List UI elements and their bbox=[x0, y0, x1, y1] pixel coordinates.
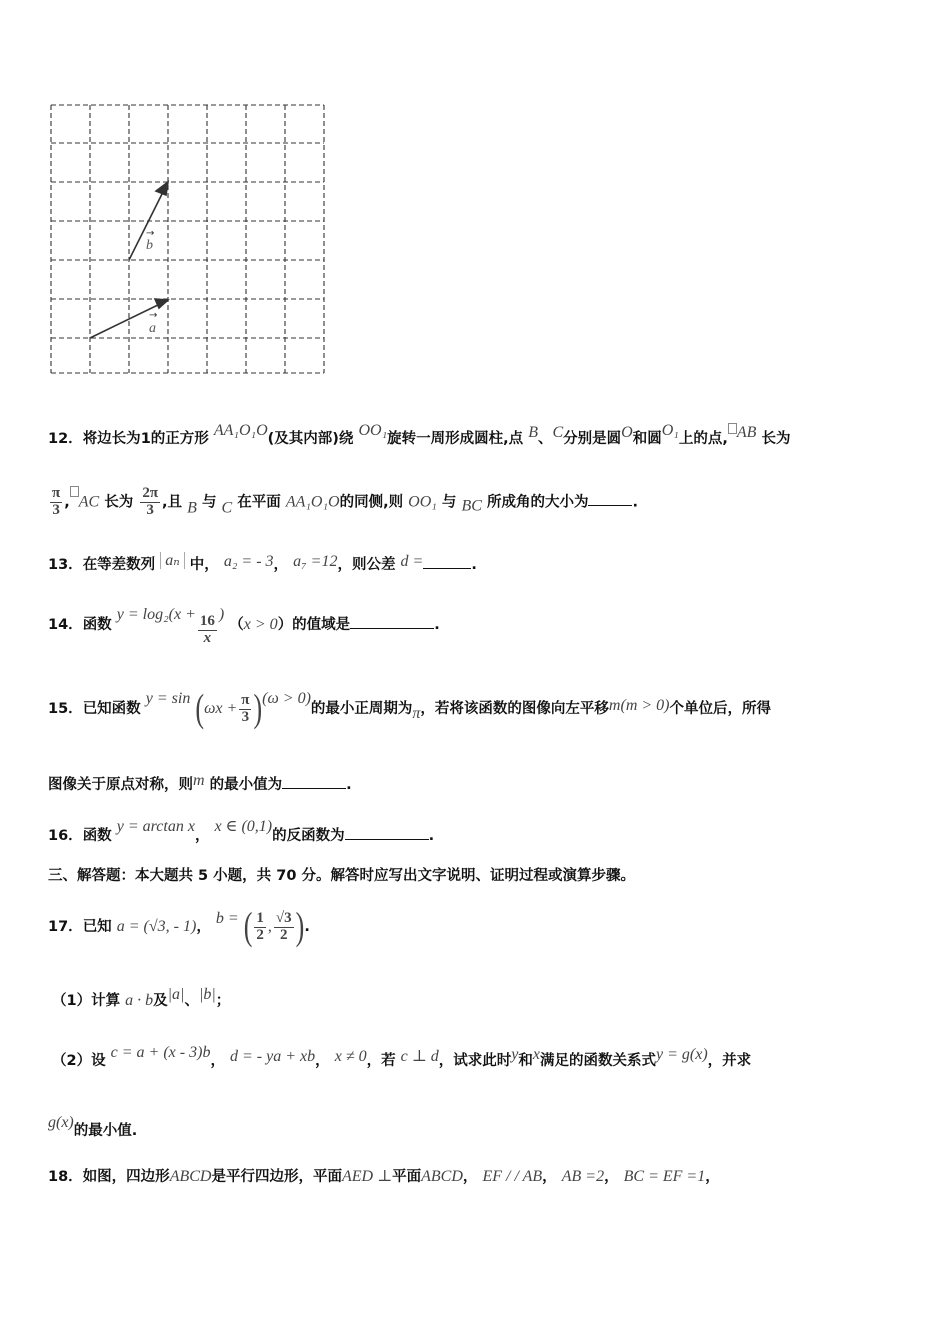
q14-text: 函数 bbox=[82, 617, 112, 633]
q15-text: 的最小正周期为 bbox=[310, 701, 413, 717]
q17-text: 已知 bbox=[82, 919, 112, 935]
section-heading bbox=[48, 866, 635, 886]
q12-number: 12． bbox=[48, 431, 83, 447]
q18-text: 平面 bbox=[392, 1169, 422, 1185]
q12-text: 长为 bbox=[104, 494, 134, 511]
q12-text: 的正方形 bbox=[150, 431, 209, 447]
vec-b-label: b bbox=[146, 238, 153, 253]
answer-blank[interactable] bbox=[282, 776, 346, 789]
q14-text: ）的值域是 bbox=[277, 617, 351, 633]
frac-num: π bbox=[241, 691, 250, 708]
q12-comma: , bbox=[64, 494, 70, 511]
frac-den: 3 bbox=[146, 501, 154, 518]
q18-number: 18． bbox=[48, 1169, 83, 1185]
q14-close: ) bbox=[218, 606, 225, 623]
answer-blank[interactable] bbox=[423, 556, 471, 569]
q18-aed: AED ⊥ bbox=[341, 1168, 393, 1185]
q12-text: 将边长为 bbox=[82, 431, 141, 447]
vec-b-arrow: → bbox=[146, 228, 155, 239]
frac-den: 3 bbox=[241, 708, 250, 725]
q17-func-g: g(x) bbox=[48, 1114, 74, 1131]
q15-text: 的最小值为 bbox=[209, 777, 283, 793]
q17-frac-sqrt3-2 bbox=[274, 911, 294, 944]
q12-oo1: OO₁ bbox=[408, 493, 437, 511]
q15-text: 已知函数 bbox=[82, 701, 141, 717]
q17-p1-sep: 、 bbox=[184, 993, 199, 1009]
q12-text: ,且 bbox=[162, 494, 183, 511]
frac-num: 2π bbox=[142, 485, 159, 501]
q17-sep: ， bbox=[210, 1053, 225, 1069]
q17-p1-expr: a · b bbox=[125, 992, 154, 1009]
q17-text: 满足的函数关系式 bbox=[540, 1053, 657, 1069]
q18-text: 是平行四边形，平面 bbox=[211, 1169, 342, 1185]
q15-text: ，若将该函数的图像向左平移 bbox=[420, 701, 609, 717]
q17-var-x: x bbox=[532, 1046, 541, 1063]
q13-seq: aₙ bbox=[160, 552, 184, 569]
q16-number: 16． bbox=[48, 828, 83, 844]
q15-paren: ( bbox=[195, 686, 205, 730]
q12-text: 与 bbox=[201, 494, 217, 511]
q17-paren: ( bbox=[243, 904, 253, 948]
q13-text: 在等差数列 bbox=[82, 557, 156, 573]
q15-m: m bbox=[608, 697, 621, 714]
q15-number: 15． bbox=[48, 701, 83, 717]
q15-period: π bbox=[412, 705, 421, 722]
q13-d: d = bbox=[400, 553, 424, 570]
q17-x-cond: x ≠ 0 bbox=[334, 1048, 367, 1065]
q16-end: . bbox=[428, 828, 435, 844]
q15-text: 个单位后，所得 bbox=[669, 701, 771, 717]
q17-frac-1-2 bbox=[254, 911, 266, 944]
q17-text: ，试求此时 bbox=[438, 1053, 512, 1069]
q17-vec-a: a = (√3, - 1) bbox=[116, 918, 197, 935]
q16-domain: x ∈ (0,1) bbox=[214, 818, 273, 835]
q12-arc-ac: AC bbox=[78, 493, 100, 511]
answer-blank[interactable] bbox=[588, 493, 632, 506]
q16-text: 函数 bbox=[82, 828, 112, 844]
q13-number: 13． bbox=[48, 557, 83, 573]
q15-line-2 bbox=[48, 770, 352, 795]
q12-point-b: B bbox=[187, 499, 197, 517]
q12-point-b: B bbox=[528, 424, 538, 441]
q16-line bbox=[48, 816, 434, 846]
frac-num: 1 bbox=[256, 909, 264, 926]
q12-text: 在平面 bbox=[237, 494, 281, 511]
q17-abs-b: |b| bbox=[198, 986, 216, 1003]
q12-text: 分别是圆 bbox=[563, 431, 622, 447]
q18-ab: AB =2 bbox=[561, 1168, 605, 1185]
frac-den: 2 bbox=[256, 926, 264, 943]
q17-p1-label: （1）计算 bbox=[52, 993, 121, 1009]
q15-sin: y = sin bbox=[145, 690, 191, 707]
q14-line bbox=[48, 604, 440, 647]
q12-plane: AA₁O₁O bbox=[285, 493, 340, 511]
q13-end: . bbox=[471, 557, 477, 573]
q16-text: 的反函数为 bbox=[272, 828, 345, 844]
q13-text: ，则公差 bbox=[337, 557, 396, 573]
q18-sep: ， bbox=[604, 1169, 619, 1185]
frac-den: 2 bbox=[280, 926, 288, 943]
q16-arctan: y = arctan x bbox=[116, 818, 195, 835]
q12-line-1 bbox=[48, 420, 790, 449]
q15-cond: (ω > 0) bbox=[262, 690, 311, 707]
q14-frac bbox=[198, 614, 217, 647]
q13-a7: a₇ =12 bbox=[293, 553, 338, 570]
q15-end: . bbox=[346, 777, 352, 793]
q17-vec-b: b = bbox=[215, 910, 239, 927]
q17-comma: , bbox=[267, 918, 272, 935]
q12-frac-2pi-3 bbox=[140, 486, 160, 519]
q18-end: ， bbox=[705, 1169, 720, 1185]
q17-vec-c: c = a + (x - 3)b bbox=[110, 1044, 211, 1061]
q17-text: 和 bbox=[518, 1053, 533, 1069]
q12-text: 的同侧,则 bbox=[339, 494, 404, 511]
q12-text: 和圆 bbox=[632, 431, 662, 447]
q15-line-1 bbox=[48, 686, 890, 730]
q14-log-expr: y = log₂(x + bbox=[116, 606, 196, 623]
answer-blank[interactable] bbox=[345, 827, 429, 840]
q12-bc: BC bbox=[461, 497, 482, 515]
q17-sep: ， bbox=[196, 919, 211, 935]
q12-arc-ab: AB bbox=[736, 424, 757, 441]
q17-var-y: y bbox=[511, 1046, 519, 1063]
q12-text: 上的点, bbox=[678, 431, 728, 447]
q18-ef: EF / / AB bbox=[482, 1168, 543, 1185]
q14-end: . bbox=[434, 617, 440, 633]
q12-square: AA₁O₁O bbox=[213, 422, 268, 439]
q17-text: ，若 bbox=[366, 1053, 396, 1069]
vec-a-arrow: → bbox=[149, 310, 158, 321]
q12-text: (及其内部)绕 bbox=[267, 431, 354, 447]
q15-m: m bbox=[193, 772, 205, 789]
q17-perp: c ⊥ d bbox=[400, 1048, 439, 1065]
q18-bc: BC = EF =1 bbox=[623, 1168, 706, 1185]
q18-sep: ， bbox=[462, 1169, 478, 1185]
q12-text: 旋转一周形成圆柱,点 bbox=[387, 431, 524, 447]
q17-vec-d: d = - ya + xb bbox=[230, 1048, 316, 1065]
grid-lines bbox=[51, 105, 324, 373]
frac-num: √3 bbox=[275, 909, 292, 926]
q17-sep: ， bbox=[315, 1053, 330, 1069]
q12-text: 所成角的大小为 bbox=[486, 494, 589, 511]
q12-point-c: C bbox=[552, 424, 564, 441]
q18-sep: ， bbox=[542, 1169, 557, 1185]
frac-den: 3 bbox=[52, 501, 60, 518]
q18-line bbox=[48, 1166, 720, 1188]
q17-func-g: y = g(x) bbox=[656, 1046, 708, 1063]
q12-frac-pi-3 bbox=[50, 486, 62, 519]
q15-text: 图像关于原点对称，则 bbox=[48, 777, 193, 793]
q14-text: （ bbox=[229, 617, 244, 633]
q18-abcd: ABCD bbox=[169, 1168, 212, 1185]
q16-sep: ， bbox=[194, 828, 210, 844]
q12-circle-o1: O₁ bbox=[661, 422, 679, 439]
q15-paren: ) bbox=[253, 686, 263, 730]
q12-end: . bbox=[632, 494, 638, 511]
q13-a2: a₂ = - 3 bbox=[223, 553, 274, 570]
q12-axis: OO₁ bbox=[358, 422, 388, 439]
q17-p2-label: （2）设 bbox=[52, 1053, 106, 1069]
q17-p1-end: ； bbox=[215, 993, 231, 1009]
q12-text: 与 bbox=[441, 494, 457, 511]
q18-abcd: ABCD bbox=[421, 1168, 463, 1185]
q15-arg: ωx + bbox=[204, 700, 238, 717]
q14-cond: x > 0 bbox=[243, 616, 278, 633]
arc-icon bbox=[728, 423, 737, 434]
q17-abs-a: |a| bbox=[167, 986, 185, 1003]
q17-p1-and: 及 bbox=[153, 993, 168, 1009]
section-title: 三、解答题：本大题共 5 小题，共 70 分。解答时应写出文字说明、证明过程或演算步骤。 bbox=[48, 868, 635, 884]
q12-text: 长为 bbox=[761, 431, 791, 447]
q18-text: 如图，四边形 bbox=[82, 1169, 170, 1185]
q13-line bbox=[48, 550, 477, 575]
q17-text: ，并求 bbox=[707, 1053, 752, 1069]
frac-num: π bbox=[52, 485, 61, 501]
q17-part2-line-1 bbox=[52, 1042, 751, 1071]
q13-text: 中， bbox=[189, 557, 219, 573]
q12-line-2 bbox=[48, 486, 638, 520]
frac-den: x bbox=[203, 629, 212, 646]
vector-grid-figure bbox=[46, 100, 328, 376]
q17-line bbox=[48, 904, 310, 948]
q12-point-c: C bbox=[221, 499, 233, 517]
q12-sep: 、 bbox=[537, 431, 553, 447]
q17-number: 17． bbox=[48, 919, 83, 935]
vec-a-label: a bbox=[149, 321, 156, 336]
q17-part1 bbox=[52, 984, 230, 1012]
q12-one: 1 bbox=[140, 431, 151, 447]
answer-blank[interactable] bbox=[350, 616, 434, 629]
q13-sep: ， bbox=[273, 557, 289, 573]
q17-end: . bbox=[304, 919, 310, 935]
q17-paren: ) bbox=[295, 904, 305, 948]
q17-part2-line-2 bbox=[48, 1112, 137, 1141]
arc-icon bbox=[70, 486, 79, 497]
q15-frac bbox=[239, 693, 251, 726]
q15-mcond: (m > 0) bbox=[620, 697, 670, 714]
frac-num: 16 bbox=[199, 613, 215, 629]
q14-number: 14． bbox=[48, 617, 83, 633]
q12-circle-o: O bbox=[621, 424, 633, 441]
q17-text: 的最小值. bbox=[73, 1123, 138, 1139]
